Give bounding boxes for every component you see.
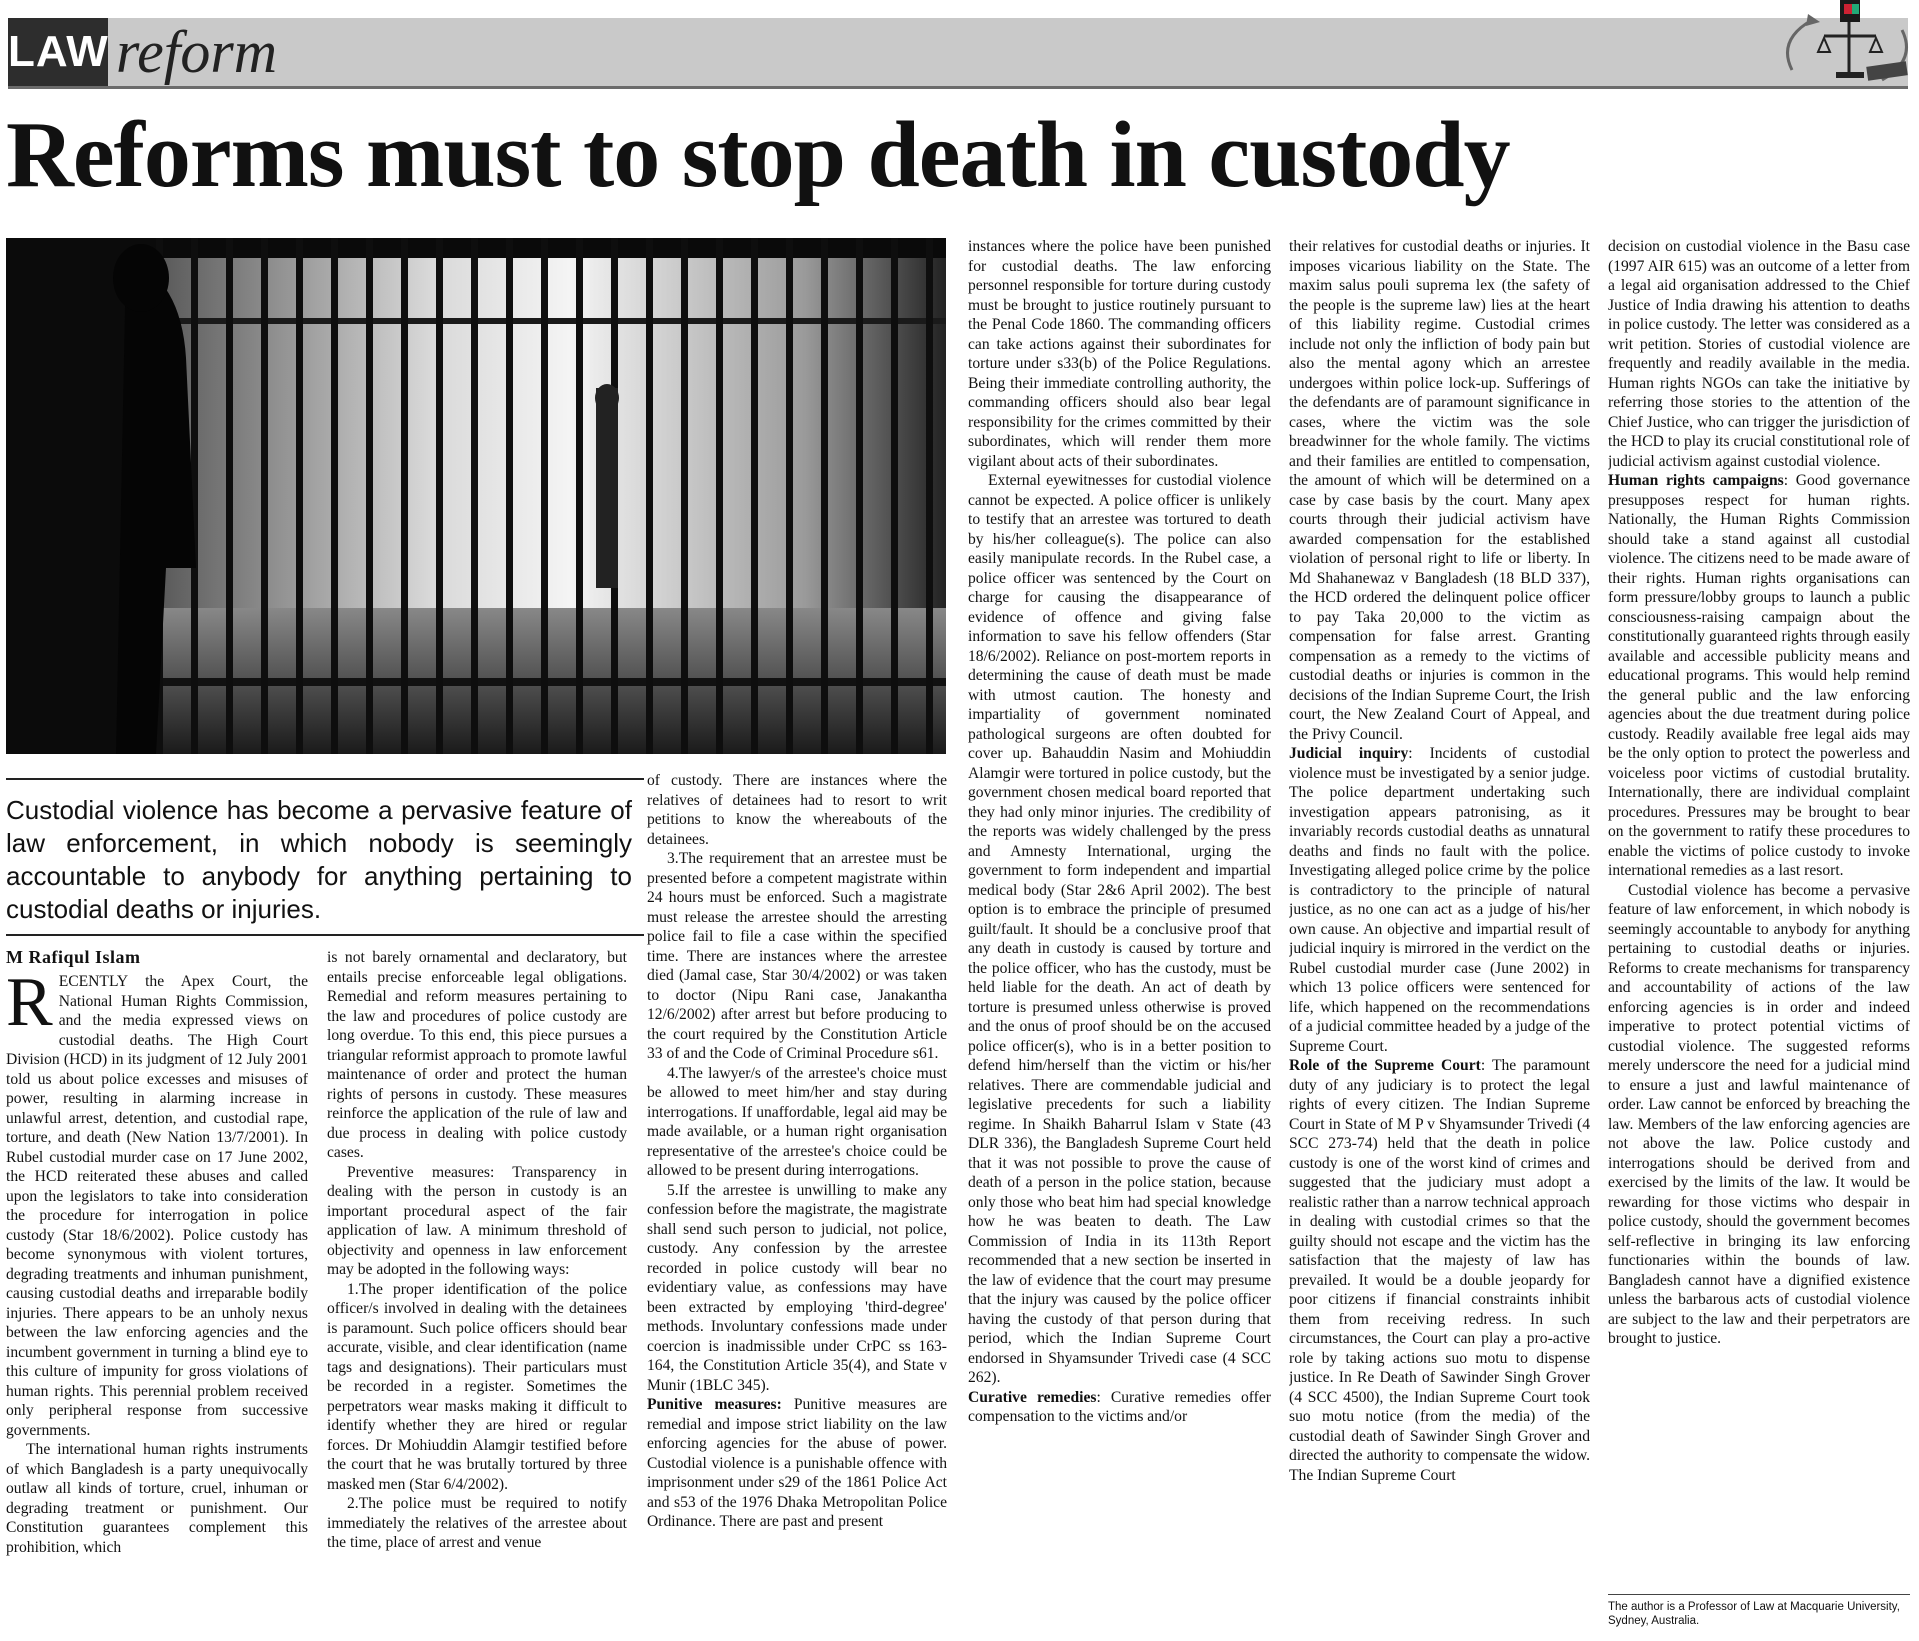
- section-name: reform: [116, 19, 278, 85]
- paragraph: 1.The proper identification of the police officer/s involved in dealing with the detainees is paramount. Such police officers should bear accurate, visible, and clear identification (name tags and designations). Their particulars must be recorded in a register. Sometimes the perpetrators wear masks making it difficult to identify whether they are hired or regular forces. Dr Mohiuddin Alamgir testified before the court that he was brutally tortured by three masked men (Star 6/4/2002).: [327, 1280, 627, 1493]
- article-column-5: [1289, 237, 1590, 1637]
- paragraph: : Good governance presupposes respect for human rights. Nationally, the Human Rights Commission should take a stand against all custodial violence. The citizens need to be made aware of their rights. Human rights organisations can form pressure/lobby groups to launch a public consciousness-raising campaign about the constitutionally guaranteed rights through easily available and accessible publicity means and educational programs. This would help remind the general public and the law enforcing agencies about the due treatment during police custody. Readily available free legal aids may be the only option to protect the powerless and voiceless poor victims of custodial brutality. Internationally, there are individual complaint procedures. Pressures may be brought to bear on the government to ratify these procedures to enable the victims of police custody to invoke international remedies as a last resort.: [1608, 472, 1910, 879]
- paragraph: is not barely ornamental and declaratory, but entails precise enforceable legal obligations. Remedial and reform measures pertaining to the law and procedures of police custody are long overdue. To this end, this piece pursues a triangular reformist approach to promote lawful maintenance of order and protect the human rights of persons in custody. These measures reinforce the application of the rule of law and due process in dealing with police custody cases.: [327, 949, 627, 1161]
- author-note: The author is a Professor of Law at Macquarie University, Sydney, Australia.: [1608, 1601, 1900, 1627]
- paragraph: Preventive measures: Transparency in dealing with the person in custody is an important procedural aspect of the fair application of law. A minimum threshold of objectivity and openness in law enforcement may be adopted in the following ways:: [327, 1163, 627, 1278]
- byline: M Rafiqul Islam: [6, 947, 141, 967]
- subhead: Punitive measures:: [647, 1396, 782, 1413]
- drop-cap: R: [6, 972, 53, 1041]
- subhead: Curative remedies: [968, 1388, 1097, 1406]
- paragraph: their relatives for custodial deaths or injuries. It imposes vicarious liability on the State. The maxim salus pouli suprema lex (the safety of the people is the supreme law) lies at the heart of this liability regime. Custodial crimes include not only the infliction of body pain but also the mental agony which an arrestee undergoes within police lock-up. Sufferings of the defendants are of paramount significance in cases, where the victim was the sole breadwinner for the whole family. The victims and their families are entitled to compensation, the amount of which will be determined on a case by case basis by the court. Many apex courts through their judicial activism have awarded compensation for the established violation of personal right to life or liberty. In Md Shahanewaz v Bangladesh (18 BLD 337), the HCD ordered the delinquent police officer to pay Taka 20,000 to the victim as compensation for false arrest. Granting compensation as a remedy to the victims of custodial deaths or injuries is common in the decisions of the Indian Supreme Court, the Irish court, the New Zealand Court of Appeal, and the Privy Council.: [1289, 238, 1590, 743]
- paragraph: 4.The lawyer/s of the arrestee's choice must be allowed to meet him/her and stay during interrogations. If unaffordable, legal aid may be made available, or a human right organisation representative of the arrestee's choice could be allowed to be present during interrogations.: [647, 1064, 947, 1179]
- paragraph: Punitive measures are remedial and impose strict liability on the law enforcing agencies for the abuse of power. Custodial violence is a punishable offence with imprisonment under s29 of the 1861 Police Act and s53 of the 1976 Dhaka Metropolitan Police Ordinance. There are past and present: [647, 1396, 947, 1530]
- pullquote: Custodial violence has become a pervasive feature of law enforcement, in which nobody is seemingly accountable to anybody for anything pertaining to custodial deaths or injuries.: [6, 795, 632, 924]
- subhead: Role of the Supreme Court: [1289, 1057, 1481, 1074]
- paragraph: 5.If the arrestee is unwilling to make any confession before the magistrate, the magistrate shall send such person to judicial, not police, custody. Any confession by the arrestee recorded in police custody will bear no evidentiary value, as confessions may have been extracted by employing 'third-degree' methods. Involuntary confessions made under coercion is inadmissible under CrPC ss 163-164, the Constitution Article 35(4), and State v Munir (1BLC 345).: [647, 1181, 947, 1394]
- pullquote-rule-bottom: [6, 934, 644, 936]
- article-column-1: [6, 972, 308, 1637]
- pullquote-rule-top: [6, 778, 644, 780]
- paragraph: External eyewitnesses for custodial violence cannot be expected. A police officer is unlikely to testify that an arrestee was tortured to death by his/her colleague(s). The police can also easily manipulate records. In the Rubel case, a police officer was sentenced by the Court on charge for causing the disappearance of evidence of offence and giving false information to save his fellow offenders (Star 18/6/2002). Reliance on post-mortem reports in determining the cause of death must be made with utmost caution. The honesty and impartiality of government nominated pathological surgeons are often doubted for cover up. Bahauddin Nasim and Mohiuddin Alamgir were tortured in police custody, but the government chosen medical board reported that they had only minor injuries. The credibility of the reports was widely challenged by the press and Amnesty International, urging the government to form independent and impartial medical body (Star 2&6 April 2002). The best option is to embrace the principle of presumed guilt/fault. It should be a conclusive proof that any death in custody is caused by torture and the police officer, who has the custody, must be held liable for the death. An act of death by torture is presumed unless otherwise is proved and the onus of proof should be on the accused police officer(s), who is in a better position to defend him/herself than the victim or his/her relatives. There are commendable judicial and legislative precedents for such a liability regime. In Shaikh Baharrul Islam v State (43 DLR 336), the Bangladesh Supreme Court held that it was not possible to prove the cause of death of a person in the police station, because only those who beat him had special knowledge how he was beaten to death. The Law Commission of India in its 113th Report recommended that a new section be inserted in the law of evidence that the court may presume that the injury was caused by the police officer having the custody of that person during that period, which the Indian Supreme Court endorsed in Shyamsunder Trivedi case (4 SCC 262).: [968, 472, 1271, 1386]
- paragraph: : Curative remedies offer compensation to the victims and/or: [968, 1388, 1271, 1425]
- scales-of-justice-icon: [1772, 0, 1917, 90]
- article-column-6: [1608, 237, 1910, 1597]
- paragraph: Custodial violence has become a pervasive feature of law enforcement, in which nobody is seemingly accountable to anybody for anything pertaining to custodial deaths or injuries. Reforms to create mechanisms for transparency and accountability of actions of the law enforcing agencies is in order and indeed imperative to protect potential victims of custodial violence. The suggested reforms merely underscore the need for a judicial mind to ensure a just and lawful maintenance of order. Law cannot be enforced by breaching the law. Members of the law enforcing agencies are not above the law. Police custody and interrogations should be derived from and exercised by the limits of the law. It would be rewarding for those victims who despair in police custody, should the government becomes self-reflective in bringing its law enforcing functionaries within the bounds of law. Bangladesh cannot have a dignified existence unless the barbarous acts of custodial violence are subject to the law and their perpetrators are brought to justice.: [1608, 881, 1910, 1347]
- section-banner: [8, 18, 1908, 89]
- article-column-4: [968, 237, 1271, 1637]
- prison-bars-photo: [6, 238, 946, 754]
- paragraph: of custody. There are instances where the relatives of detainees had to resort to writ petitions to know the whereabouts of the detainees.: [647, 772, 947, 848]
- subhead: Judicial inquiry: [1289, 745, 1409, 762]
- article-column-2: [327, 948, 627, 1638]
- paragraph: 2.The police must be required to notify immediately the relatives of the arrestee about the time, place of arrest and venue: [327, 1495, 627, 1551]
- section-tag: LAW: [8, 18, 108, 86]
- paragraph: : The paramount duty of any judiciary is to protect the legal rights of every citizen. The Indian Supreme Court in State of M P v Shyamsunder Trivedi (4 SCC 273-74) held that the death in police custody is one of the worst kind of crimes and suggested that the judiciary must adopt a realistic rather than a narrow technical approach in dealing with custodial crimes so that the guilty should not escape and the victim has the satisfaction that the majesty of law has prevailed. It would be a double jeopardy for poor citizens if financial constraints inhibit them from receiving redress. In such circumstances, the Court can play a pro-active role by taking actions suo motu to dispense justice. In Re Death of Sawinder Singh Grover (4 SCC 4500), the Indian Supreme Court took suo motu notice (from the media) of the custodial death of Sawinder Singh Grover and directed the authority to compensate the widow. The Indian Supreme Court: [1289, 1057, 1590, 1484]
- article-column-3: [647, 771, 947, 1638]
- paragraph: decision on custodial violence in the Basu case (1997 AIR 615) was an outcome of a letter from a legal aid organisation addressed to the Chief Justice of India drawing his attention to deaths in police custody. The letter was considered as a writ petition. Stories of custodial violence are frequently and readily available in the media. Human rights NGOs can take the initiative by referring those stories to the attention of the Chief Justice, who can trigger the jurisdiction of the HCD to play its crucial constitutional role of judicial activism against custodial violence.: [1608, 238, 1910, 470]
- headline: Reforms must to stop death in custody: [6, 103, 1510, 207]
- subhead: Human rights campaigns: [1608, 472, 1784, 489]
- paragraph: ECENTLY the Apex Court, the National Human Rights Commission, and the media expressed views on custodial deaths. The High Court Division (HCD) in its judgment of 12 July 2001 told us about police excesses and misuses of power, resulting in alarming increase in unlawful arrest, detention, and custodial rape, torture, and death (New Nation 13/7/2001). In Rubel custodial murder case on 17 June 2002, the HCD reiterated these abuses and called upon the legislators to take into consideration the procedure for interrogation in police custody (Star 18/6/2002). Police custody has become synonymous with violent tortures, degrading treatments and inhuman punishment, causing custodial deaths and irreparable bodily injuries. There appears to be an unholy nexus between the law enforcing agencies and the incumbent government in turning a blind eye to this culture of impunity for gross violations of human rights. This perennial problem received only peripheral response from successive governments.: [6, 973, 308, 1439]
- author-note-rule: [1608, 1594, 1910, 1595]
- paragraph: : Incidents of custodial violence must be investigated by a senior judge. The police department undertaking such investigation appears patronising, as it invariably records custodial deaths as unnatural deaths and finds no fault with the police. Investigating alleged police crime by the police is contradictory to the principle of natural justice, as no one can act as a judge of his/her own cause. An objective and impartial result of judicial inquiry is mirrored in the verdict on the Rubel custodial murder case (June 2002) in which 13 police officers were sentenced for life, which happened on the recommendations of a judicial committee headed by a judge of the Supreme Court.: [1289, 745, 1590, 1055]
- paragraph: The international human rights instruments of which Bangladesh is a party unequivocally outlaw all kinds of torture, cruel, inhuman or degrading treatment or punishment. Our Constitution guarantees complement this prohibition, which: [6, 1441, 308, 1556]
- paragraph: instances where the police have been punished for custodial deaths. The law enforcing personnel responsible for torture during custody must be brought to justice routinely pursuant to the Penal Code 1860. The commanding officers can take actions against their subordinates for torture under s33(b) of the Police Regulations. Being their immediate controlling authority, the commanding officers should also bear legal responsibility for the crimes committed by their subordinates, which will render them more vigilant about acts of their subordinates.: [968, 238, 1271, 470]
- paragraph: 3.The requirement that an arrestee must be presented before a competent magistrate within 24 hours must be enforced. Such a magistrate must release the arrestee should the arresting police fail to file a case within the specified time. There are instances where the arrestee died (Jamal case, Star 30/4/2002) or was taken to doctor (Nipu Rani case, Janakantha 12/6/2002) after arrest but before producing to the court required by the Constitution Article 33 of and the Code of Criminal Procedure s61.: [647, 850, 947, 1062]
